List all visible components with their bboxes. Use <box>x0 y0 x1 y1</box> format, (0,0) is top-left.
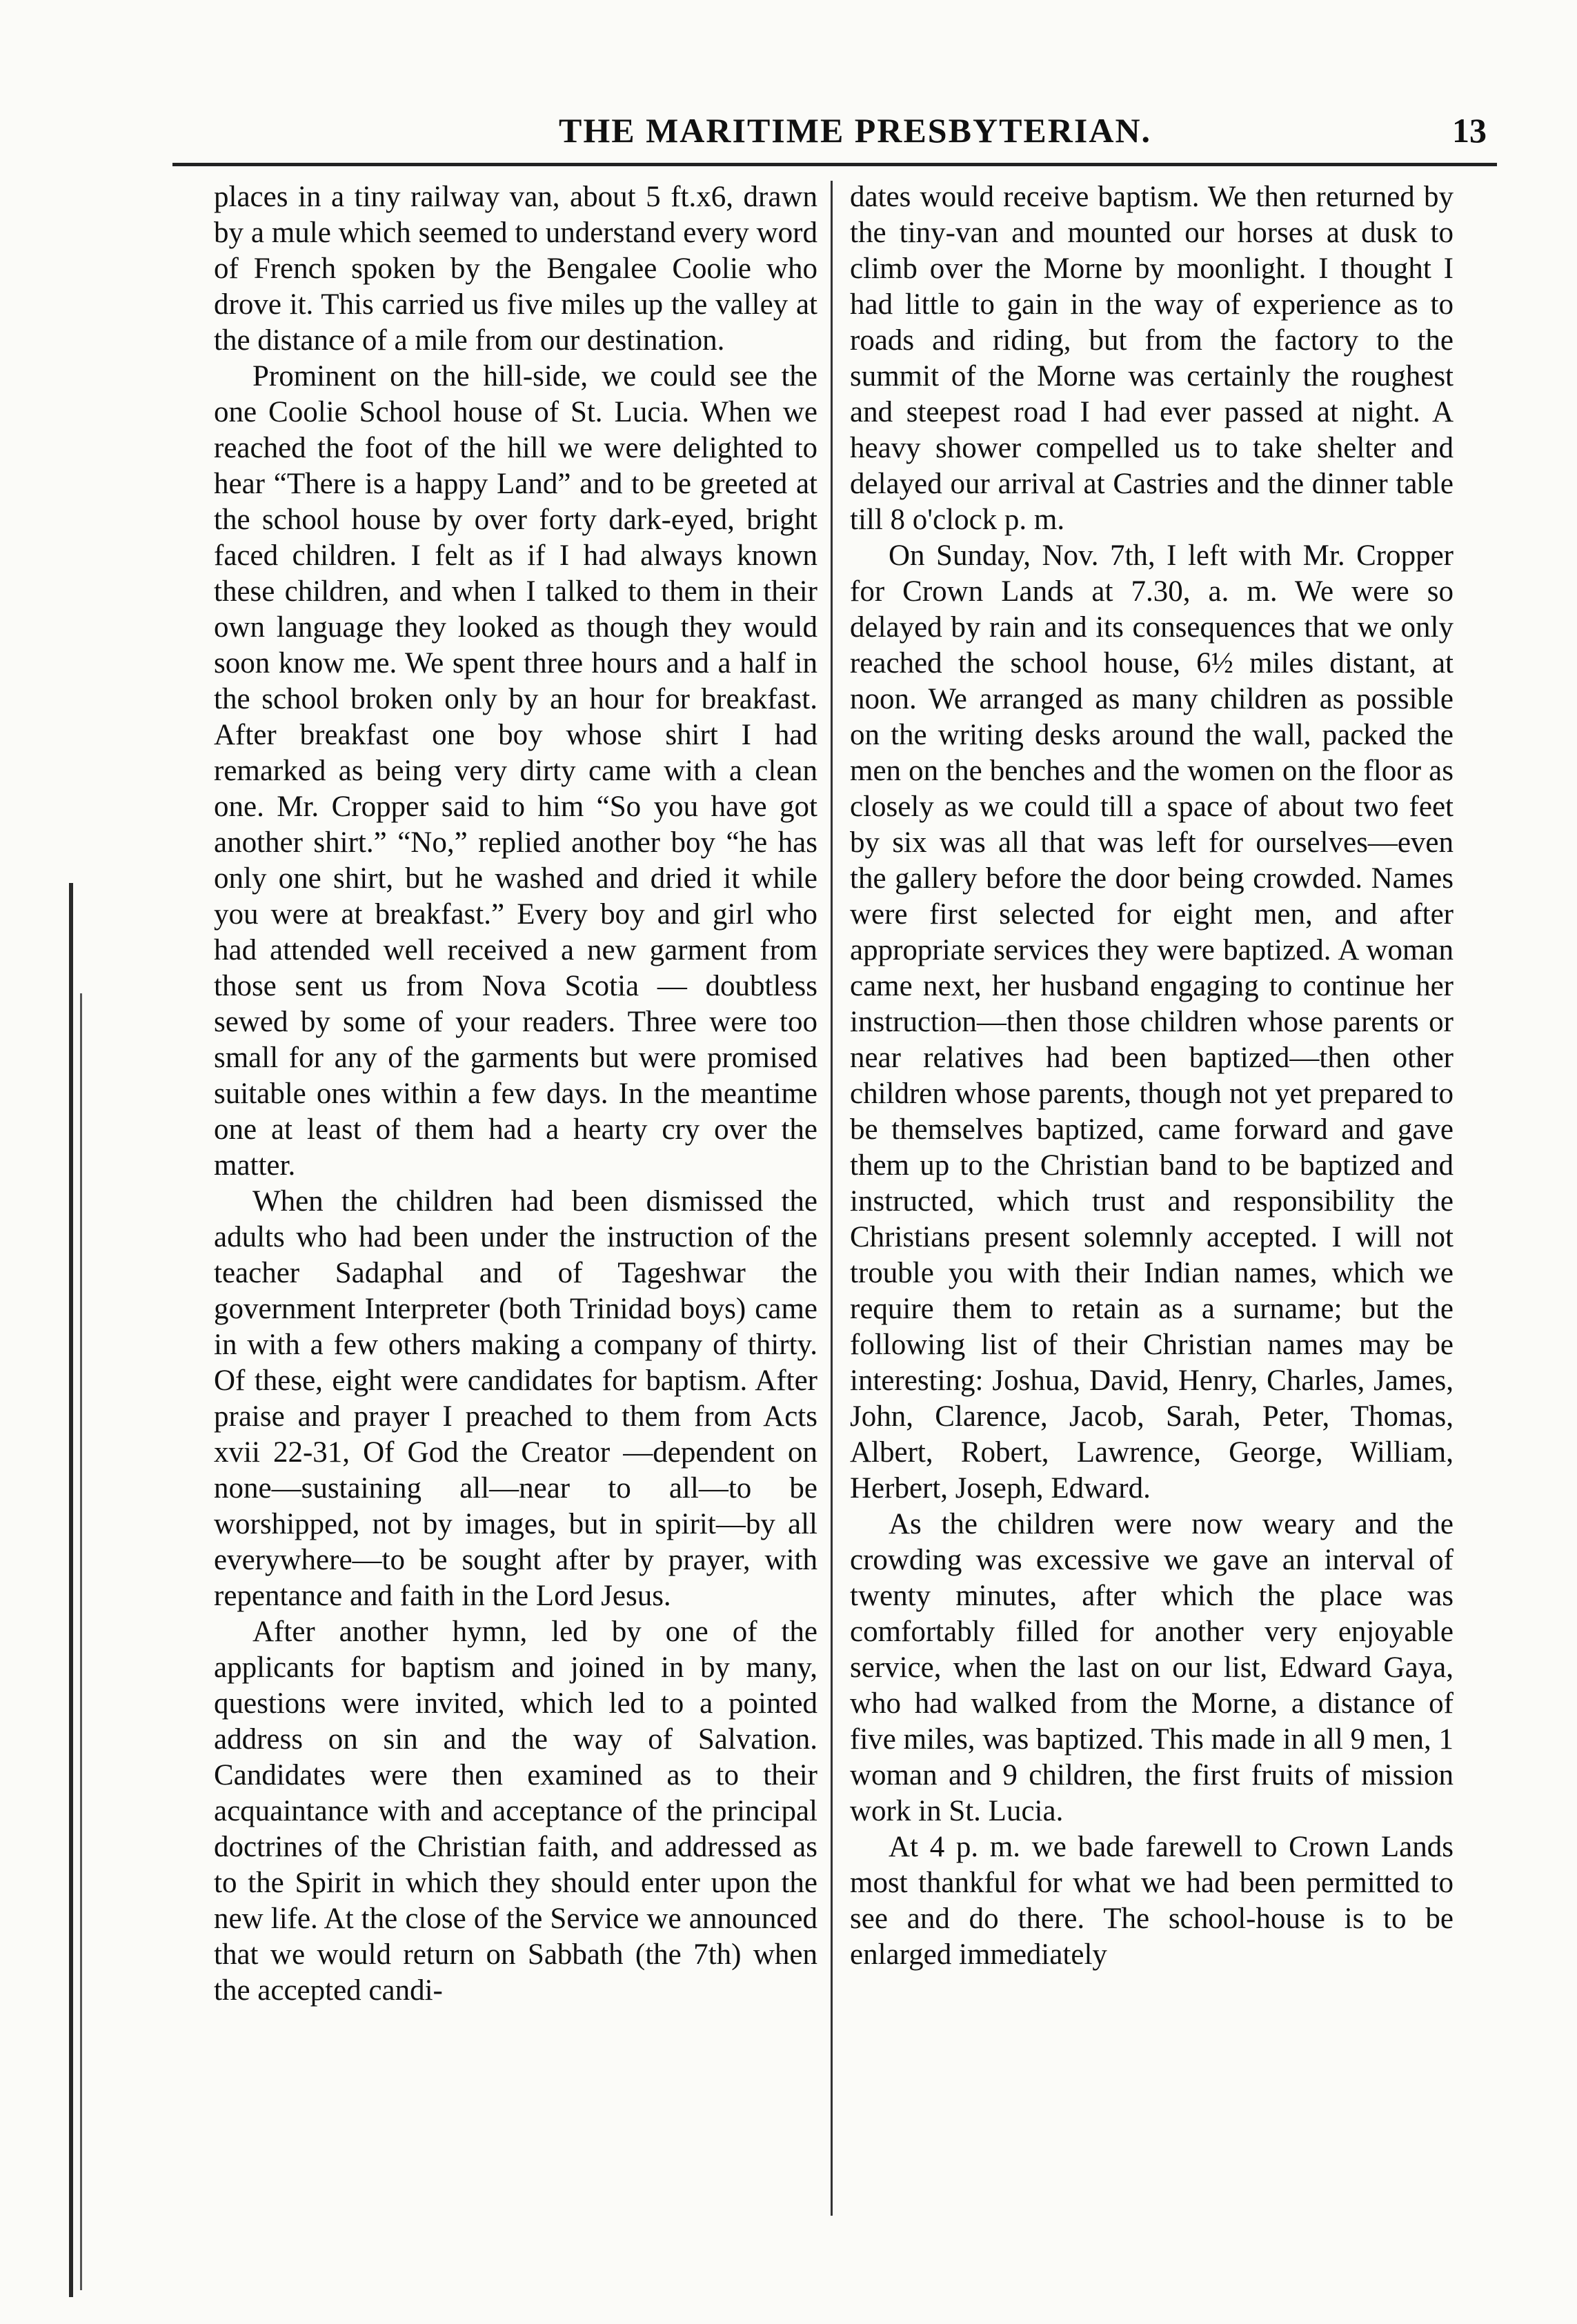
right-column <box>850 179 1454 2214</box>
header-rule <box>172 163 1497 166</box>
paragraph: After another hymn, led by one of the applicants for baptism and joined in by many, questions were invited, which led to a pointed address on sin and the way of Salvation. Candidates were then examined as to their acquaintance with and acceptance of the principal doctrines of the Christian faith, and addressed as to the Spirit in which they should enter upon the new life. At the close of the Service we announced that we would return on Sabbath (the 7th) when the accepted candi- <box>214 1616 817 2007</box>
paragraph: Prominent on the hill-side, we could see the one Coolie School house of St. Lucia. When we reached the foot of the hill we were delighted to hear “There is a happy Land” and to be greeted at the school house by over forty dark-eyed, bright faced children. I felt as if I had always known these children, and when I talked to them in their own language they looked as though they would soon know me. We spent three hours and a half in the school broken only by an hour for breakfast. After breakfast one boy whose shirt I had remarked as being very dirty came with a clean one. Mr. Cropper said to him “So you have got another shirt.” “No,” replied another boy “he has only one shirt, but he washed and dried it while you were at breakfast.” Every boy and girl who had attended well received a new garment from those sent us from Nova Scotia — doubtless sewed by some of your readers. Three were too small for any of the garments but were promised suitable ones within a few days. In the meantime one at least of them had a hearty cry over the matter. <box>214 360 817 1182</box>
binding-edge-mark <box>80 993 82 2290</box>
paragraph: dates would receive baptism. We then returned by the tiny-van and mounted our horses at dusk to climb over the Morne by moonlight. I thought I had little to gain in the way of experience as to roads and riding, but from the factory to the summit of the Morne was certainly the roughest and steepest road I had ever passed at night. A heavy shower compelled us to take shelter and delayed our arrival at Castries and the dinner table till 8 o'clock p. m. <box>850 181 1454 536</box>
page-number: 13 <box>1452 111 1487 150</box>
paragraph: On Sunday, Nov. 7th, I left with Mr. Cropper for Crown Lands at 7.30, a. m. We were so delayed by rain and its consequences that we only reached the school house, 6½ miles distant, at noon. We arranged as many children as possible on the writing desks around the wall, packed the men on the benches and the women on the floor as closely as we could till a space of about two feet by six was all that was left for ourselves—even the gallery before the door being crowded. Names were first selected for eight men, and after appropriate services they were baptized. A woman came next, her husband engaging to continue her instruction—then those children whose parents or near relatives had been baptized—then other children whose parents, though not yet prepared to be themselves baptized, came forward and gave them up to the Christian band to be baptized and instructed, which trust and responsibility the Christians present solemnly accepted. I will not trouble you with their Indian names, which we require them to retain as a surname; but the following list of their Christian names may be interesting: Joshua, David, Henry, Charles, James, John, Clarence, Jacob, Sarah, Peter, Thomas, Albert, Robert, Lawrence, George, William, Herbert, Joseph, Edward. <box>850 539 1454 1504</box>
running-title: THE MARITIME PRESBYTERIAN. <box>559 111 1152 150</box>
left-column <box>214 179 817 2214</box>
binding-edge-mark <box>69 883 73 2297</box>
paragraph: At 4 p. m. we bade farewell to Crown Lands most thankful for what we had been permitted to see and do there. The school-house is to be enlarged immediately <box>850 1831 1454 1971</box>
column-divider <box>831 181 833 2216</box>
page-header <box>172 97 1497 166</box>
paragraph: places in a tiny railway van, about 5 ft.x6, drawn by a mule which seemed to understand every word of French spoken by the Bengalee Coolie who drove it. This carried us five miles up the valley at the distance of a mile from our destination. <box>214 181 817 357</box>
paragraph: As the children were now weary and the crowding was excessive we gave an interval of twenty minutes, after which the place was comfortably filled for another very enjoyable service, when the last on our list, Edward Gaya, who had walked from the Morne, a distance of five miles, was baptized. This made in all 9 men, 1 woman and 9 children, the first fruits of mission work in St. Lucia. <box>850 1508 1454 1827</box>
paragraph: When the children had been dismissed the adults who had been under the instruction of the teacher Sadaphal and of Tageshwar the government Interpreter (both Trinidad boys) came in with a few others making a company of thirty. Of these, eight were candidates for baptism. After praise and prayer I preached to them from Acts xvii 22-31, Of God the Creator —dependent on none—sustaining all—near to all—to be worshipped, not by images, but in spirit—by all everywhere—to be sought after by prayer, with repentance and faith in the Lord Jesus. <box>214 1185 817 1612</box>
